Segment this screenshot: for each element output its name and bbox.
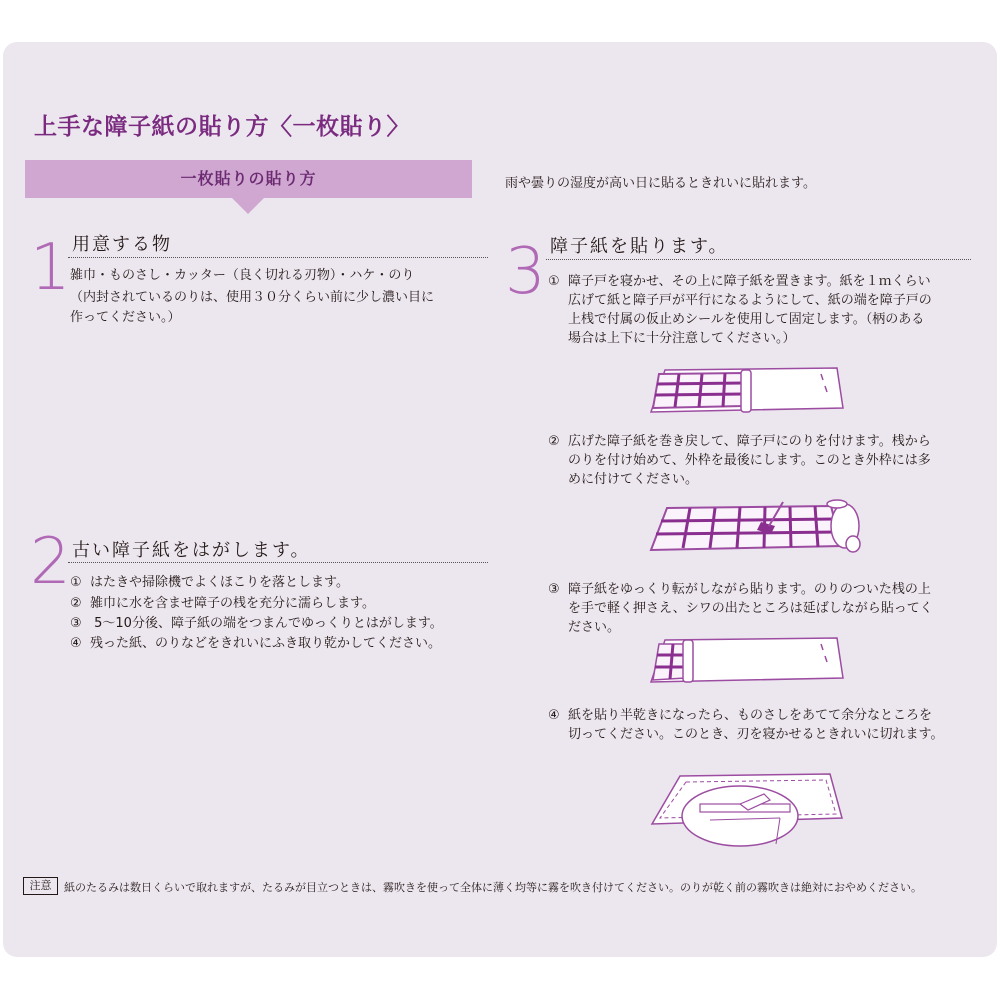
step2-item [70, 573, 349, 592]
item-mark: ① [70, 575, 82, 590]
banner-label: 一枚貼りの貼り方 [180, 169, 317, 188]
item-line: 切ってください。このとき、刃を寝かせるときれいに切れます。 [568, 727, 944, 742]
step2-divider [68, 562, 488, 563]
item-line: 広げて紙と障子戸が平行になるようにして、紙の端を障子戸の [568, 293, 932, 308]
step1-title: 用意する物 [72, 234, 172, 255]
step3-item-4 [548, 706, 943, 744]
item-line: 広げた障子紙を巻き戻して、障子戸にのりを付けます。桟から [568, 434, 931, 449]
item-line: 場合は上下に十分注意してください。） [568, 331, 796, 346]
illustration-trim-paper [640, 768, 855, 850]
step3-item-2 [548, 432, 931, 489]
item-mark: ① [548, 274, 560, 289]
step1-number: 1 [30, 231, 71, 305]
item-text: はたきや掃除機でよくほこりを落とします。 [90, 575, 349, 590]
step1-line: 作ってください。） [70, 310, 181, 325]
item-text: 5〜10分後、障子紙の端をつまんでゆっくりとはがします。 [90, 616, 443, 631]
step1-divider [68, 257, 488, 258]
item-line: ださい。 [568, 620, 621, 635]
step1-line: （内封されているのりは、使用３０分くらい前に少し濃い目に [70, 290, 435, 305]
item-text: 雑巾に水を含ませ障子の桟を充分に濡らします。 [90, 596, 375, 611]
illustration-apply-glue [645, 496, 875, 558]
step2-item [70, 634, 441, 653]
step2-number: 2 [30, 525, 71, 599]
item-mark: ② [548, 434, 560, 449]
banner-arrow [231, 197, 265, 214]
step3-item-1 [548, 272, 932, 348]
item-line: を手で軽く押さえ、シワの出たところは延ばしながら貼ってく [568, 601, 933, 616]
page-title: 上手な障子紙の貼り方〈一枚貼り〉 [34, 114, 410, 140]
item-line: 上桟で付属の仮止めシールを使用して固定します。（柄のある [568, 312, 925, 327]
step2-item [70, 594, 375, 613]
item-line: 紙を貼り半乾きになったら、ものさしをあてて余分なところを [568, 708, 933, 723]
item-line: のりを付け始めて、外枠を最後にします。このとき外枠には多 [568, 453, 931, 468]
item-line: 障子戸を寝かせ、その上に障子紙を置きます。紙を１ｍくらい [568, 274, 931, 289]
step2-title: 古い障子紙をはがします。 [72, 540, 311, 561]
item-mark: ③ [548, 582, 560, 597]
item-text: 残った紙、のりなどをきれいにふき取り乾かしてください。 [90, 636, 442, 651]
step3-title: 障子紙を貼ります。 [550, 236, 729, 257]
illustration-place-paper [645, 362, 850, 418]
intro-text: 雨や曇りの湿度が高い日に貼るときれいに貼れます。 [505, 176, 816, 191]
note-badge: 注意 [23, 877, 58, 895]
section-banner [25, 160, 472, 198]
illustration-roll-paper [645, 634, 850, 686]
item-line: めに付けてください。 [568, 472, 699, 487]
step2-item [70, 614, 443, 633]
item-mark: ③ [70, 616, 82, 631]
step1-line: 雑巾・ものさし・カッター（良く切れる刃物）・ハケ・のり [70, 268, 415, 283]
item-mark: ④ [548, 708, 560, 723]
item-line: 障子紙をゆっくり転がしながら貼ります。のりのついた桟の上 [568, 582, 931, 597]
note-text: 紙のたるみは数日くらいで取れますが、たるみが目立つときは、霧吹きを使って全体に薄く均等に霧を吹き付けてください。のりが乾く前の霧吹きは絶対におやめください。 [64, 881, 922, 894]
step3-item-3 [548, 580, 933, 637]
item-mark: ② [70, 596, 82, 611]
step3-number: 3 [505, 235, 546, 309]
step3-divider [546, 259, 971, 260]
item-mark: ④ [70, 636, 82, 651]
